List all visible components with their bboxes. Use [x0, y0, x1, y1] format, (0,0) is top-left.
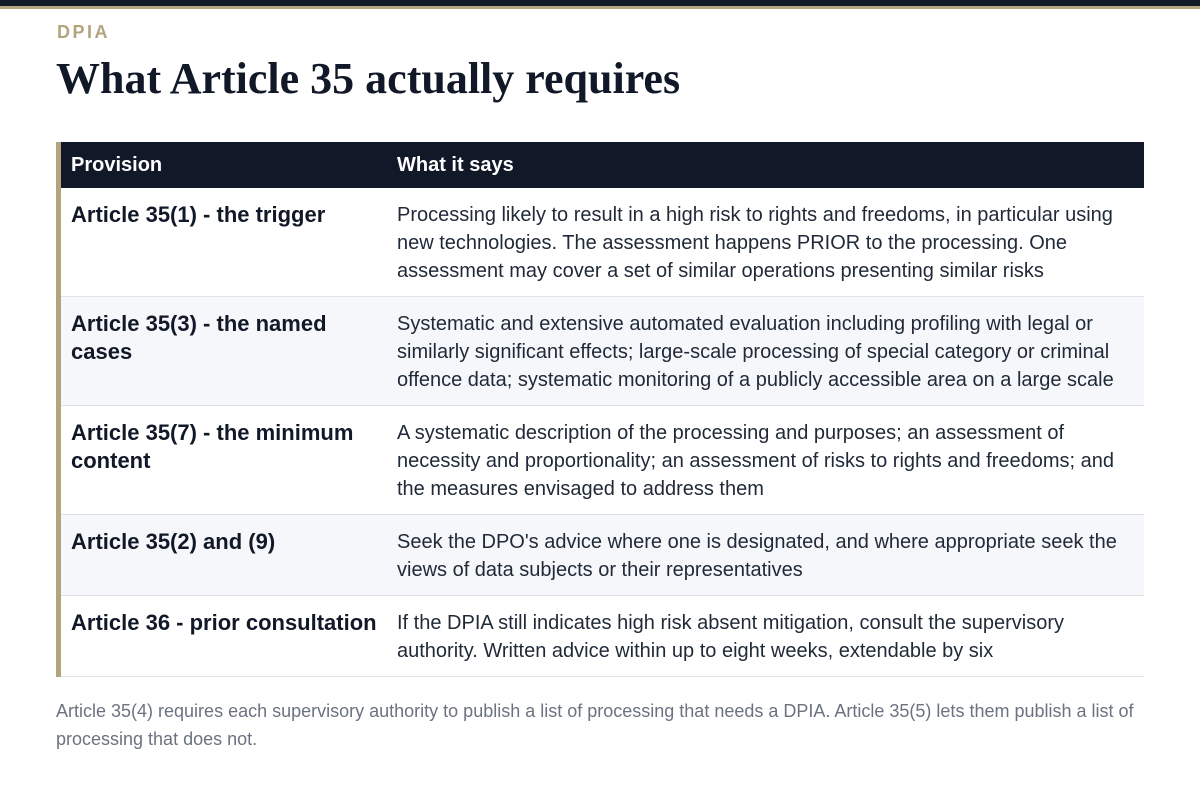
- description-cell: Systematic and extensive automated evaluation including profiling with legal or similarly significant effects; large-scale processing of special category or criminal offence data; systematic monitoring of a publicly accessible area on a large scale: [387, 297, 1144, 406]
- table-header: [61, 142, 1144, 188]
- table-header-row: [61, 142, 1144, 188]
- description-cell: If the DPIA still indicates high risk absent mitigation, consult the supervisory authority. Written advice within up to eight weeks, extendable by six: [387, 596, 1144, 677]
- provision-cell: Article 35(1) - the trigger: [61, 188, 387, 297]
- table-row: [61, 188, 1144, 297]
- description-cell: Seek the DPO's advice where one is designated, and where appropriate seek the views of data subjects or their representatives: [387, 515, 1144, 596]
- description-cell: Processing likely to result in a high risk to rights and freedoms, in particular using new technologies. The assessment happens PRIOR to the processing. One assessment may cover a set of similar operations presenting similar risks: [387, 188, 1144, 297]
- provision-cell: Article 36 - prior consultation: [61, 596, 387, 677]
- table-row: [61, 515, 1144, 596]
- requirements-table-container: [56, 142, 1144, 677]
- table-row: [61, 596, 1144, 677]
- description-cell: A systematic description of the processing and purposes; an assessment of necessity and proportionality; an assessment of risks to rights and freedoms; and the measures envisaged to address them: [387, 406, 1144, 515]
- table-row: [61, 297, 1144, 406]
- footnote: Article 35(4) requires each supervisory authority to publish a list of processing that needs a DPIA. Article 35(5) lets them publish a list of processing that does not.: [56, 701, 1134, 749]
- provision-cell: Article 35(3) - the named cases: [61, 297, 387, 406]
- page-title: What Article 35 actually requires: [56, 54, 681, 103]
- requirements-table: [61, 142, 1144, 677]
- table-body: [61, 188, 1144, 677]
- top-bar-accent: [0, 6, 1200, 9]
- table-row: [61, 406, 1144, 515]
- provision-cell: Article 35(2) and (9): [61, 515, 387, 596]
- provision-cell: Article 35(7) - the minimum content: [61, 406, 387, 515]
- section-eyebrow: DPIA: [57, 22, 111, 42]
- column-header-provision: Provision: [61, 142, 387, 188]
- column-header-what-it-says: What it says: [387, 142, 1144, 188]
